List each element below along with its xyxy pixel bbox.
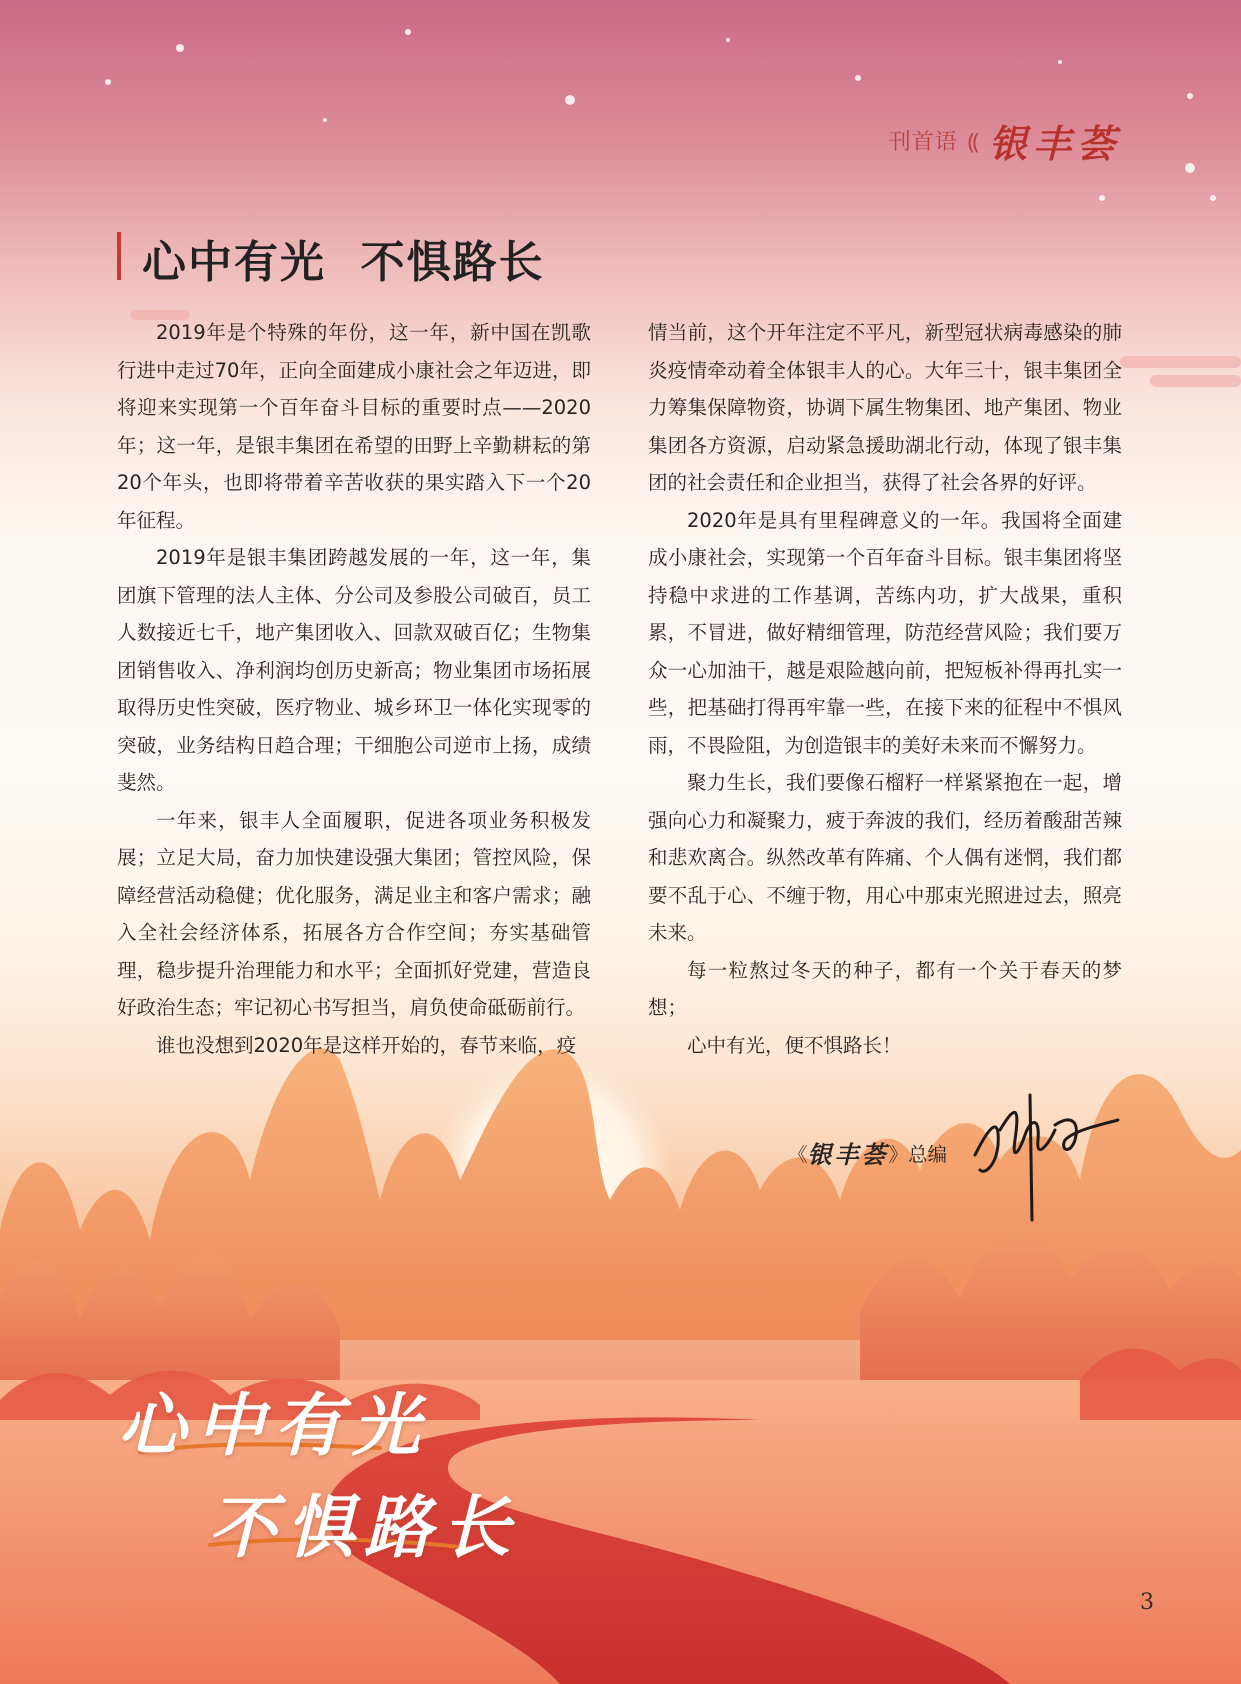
open-quote: 《: [788, 1142, 808, 1166]
paragraph: 聚力生长，我们要像石榴籽一样紧紧抱在一起，增强向心力和凝聚力，疲于奔波的我们，经历着酸甜苦辣和悲欢离合。纵然改革有阵痛、个人偶有迷惘，我们都要不乱于心、不缠于物，用心中那束光照进过去，照亮未来。: [648, 771, 1122, 944]
paragraph: 2020年是具有里程碑意义的一年。我国将全面建成小康社会，实现第一个百年奋斗目标。银丰集团将坚持稳中求进的工作基调，苦练内功，扩大战果，重积累，不冒进，做好精细管理，防范经营风险；我们要万众一心加油干，越是艰险越向前，把短板补得再扎实一些，把基础打得再牢靠一些，在接下来的征程中不惧风雨，不畏险阻，为创造银丰的美好未来而不懈努力。: [648, 508, 1122, 757]
editor-credit: [788, 1135, 947, 1170]
paragraph: 心中有光，便不惧路长！: [687, 1033, 902, 1057]
magazine-brand-logo: 银丰荟: [988, 121, 1121, 166]
section-label: 刊首语: [888, 130, 958, 155]
paragraph: 2019年是个特殊的年份，这一年，新中国在凯歌行进中走过70年，正向全面建成小康社会之年迈进，即将迎来实现第一个百年奋斗目标的重要时点——2020年；这一年，是银丰集团在希望的田野上辛勤耕耘的第20个年头，也即将带着辛苦收获的果实踏入下一个20年征程。: [117, 321, 591, 532]
paragraph: 谁也没想到2020年是这样开始的，春节来临，疫: [156, 1033, 577, 1057]
handwritten-signature: [970, 1085, 1120, 1225]
paragraph: 每一粒熬过冬天的种子，都有一个关于春天的梦想；: [648, 958, 1122, 1019]
title-accent-bar: [117, 232, 121, 280]
page-header: [889, 113, 1121, 168]
paragraph: 2019年是银丰集团跨越发展的一年，这一年，集团旗下管理的法人主体、分公司及参股公司破百，员工人数接近七千，地产集团收入、回款双破百亿；生物集团销售收入、净利润均创历史新高；物业集团市场拓展取得历史性突破，医疗物业、城乡环卫一体化实现零的突破，业务结构日趋合理；干细胞公司逆市上扬，成绩斐然。: [117, 546, 591, 794]
slogan-line-1: 心中有光: [118, 1386, 431, 1466]
article-column-right: [648, 314, 1122, 1064]
editor-role: 》总编: [888, 1142, 948, 1166]
magazine-name: 银丰荟: [807, 1140, 889, 1169]
bushes-right: [1080, 1349, 1241, 1420]
paragraph-continuation: 情当前，这个开年注定不平凡，新型冠状病毒感染的肺炎疫情牵动着全体银丰人的心。大年三十，银丰集团全力筹集保障物资，协调下属生物集团、地产集团、物业集团各方资源，启动紧急援助湖北行动，体现了银丰集团的社会责任和企业担当，获得了社会各界的好评。: [648, 321, 1122, 494]
article-title: 心中有光 不惧路长: [142, 237, 545, 288]
page-number: 3: [1140, 1590, 1154, 1615]
slogan-line-2: 不惧路长: [208, 1488, 521, 1568]
swirl-icon: ⸨: [967, 129, 979, 155]
article-column-left: [117, 314, 591, 1064]
paragraph: 一年来，银丰人全面履职，促进各项业务积极发展；立足大局，奋力加快建设强大集团；管控风险，保障经营活动稳健；优化服务，满足业主和客户需求；融入全社会经济体系，拓展各方合作空间；夯实基础管理，稳步提升治理能力和水平；全面抓好党建，营造良好政治生态；牢记初心书写担当，肩负使命砥砺前行。: [117, 808, 591, 1019]
